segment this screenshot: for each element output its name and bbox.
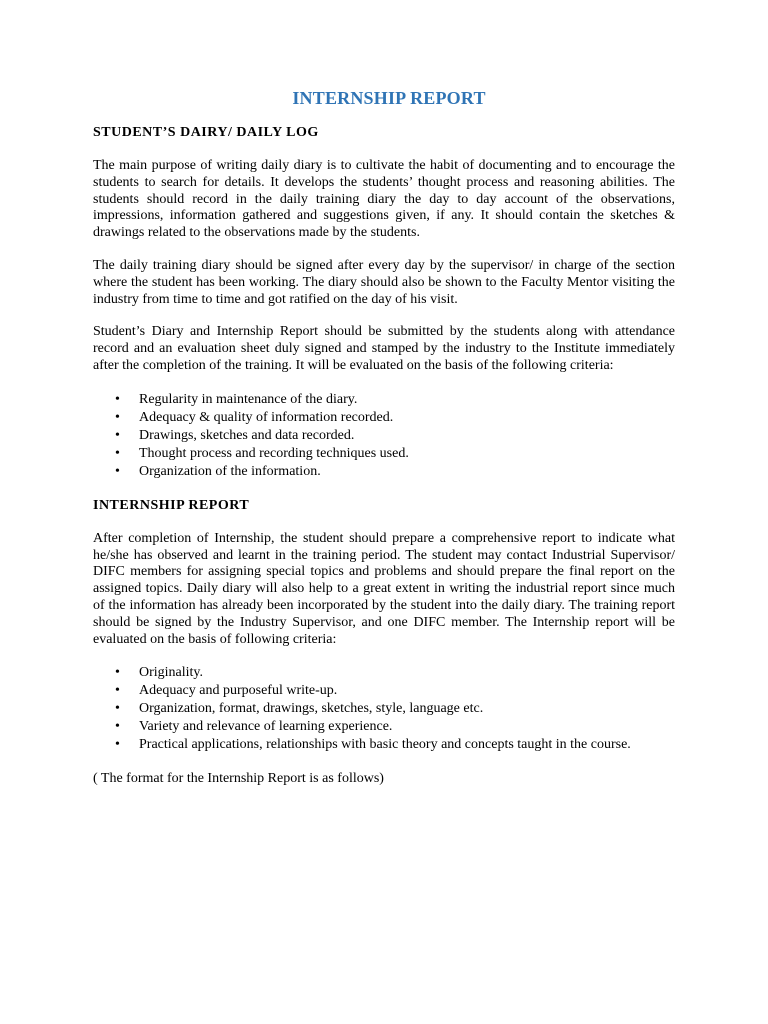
diary-criteria-list: [93, 391, 675, 481]
report-criteria-list: [93, 664, 675, 754]
bullet-icon: •: [115, 409, 120, 425]
list-item-text: Variety and relevance of learning experience.: [139, 719, 393, 735]
list-item: [93, 409, 675, 427]
paragraph-report-description: After completion of Internship, the student should prepare a comprehensive report to indicate what he/she has observed and learnt in the training period. The student may contact Industrial Supervisor/ DIFC members for assigning special topics and problems and should prepare the final report on the assigned topics. Daily diary will also help to a great extent in writing the industrial report since much of the information has already been incorporated by the student into the daily diary. The training report should be signed by the Industry Supervisor, and one DIFC member. The Internship report will be evaluated on the basis of following criteria:: [93, 530, 675, 647]
list-item: [93, 682, 675, 700]
bullet-icon: •: [115, 701, 120, 717]
section-internship-report: [93, 498, 675, 788]
list-item-text: Originality.: [139, 665, 204, 681]
paragraph-diary-submission: Student’s Diary and Internship Report should be submitted by the students along with attendance record and an evaluation sheet duly signed and stamped by the industry to the Institute immediately after the completion of the training. It will be evaluated on the basis of the following criteria:: [93, 324, 675, 373]
list-item: [93, 463, 675, 481]
list-item-text: Drawings, sketches and data recorded.: [139, 427, 355, 443]
section-heading-report: INTERNSHIP REPORT: [93, 497, 250, 513]
section-heading-diary: STUDENT’S DAIRY/ DAILY LOG: [93, 125, 319, 140]
list-item: [93, 700, 675, 718]
paragraph-diary-signing: The daily training diary should be signed after every day by the supervisor/ in charge of the section where the student has been working. The diary should also be shown to the Faculty Mentor visiting the industry from time to time and got ratified on the day of his visit.: [93, 257, 675, 307]
list-item: [93, 445, 675, 463]
bullet-icon: •: [115, 391, 120, 407]
list-item-text: Adequacy & quality of information recorded.: [139, 409, 394, 425]
bullet-icon: •: [115, 445, 120, 461]
list-item-text: Organization, format, drawings, sketches, style, language etc.: [139, 701, 484, 717]
bullet-icon: •: [115, 427, 120, 443]
closing-note: ( The format for the Internship Report is as follows): [93, 771, 384, 787]
bullet-icon: •: [115, 463, 120, 479]
paragraph-diary-purpose: The main purpose of writing daily diary is to cultivate the habit of documenting and to encourage the students to search for details. It develops the students’ thought process and reasoning abilities. The students should record in the daily training diary the day to day account of the observations, impressions, information gathered and suggestions given, if any. It should contain the sketches & drawings related to the observations made by the students.: [93, 158, 675, 241]
bullet-icon: •: [115, 737, 120, 753]
list-item-text: Regularity in maintenance of the diary.: [139, 391, 358, 407]
list-item-text: Adequacy and purposeful write-up.: [139, 683, 338, 699]
list-item: [93, 736, 675, 754]
list-item: [93, 664, 675, 682]
list-item-text: Thought process and recording techniques used.: [139, 445, 409, 461]
page-title: INTERNSHIP REPORT: [292, 88, 486, 108]
list-item-text: Practical applications, relationships with basic theory and concepts taught in the course.: [139, 737, 631, 753]
bullet-icon: •: [115, 719, 120, 735]
section-student-diary: [93, 125, 675, 481]
list-item-text: Organization of the information.: [139, 463, 321, 479]
document-content: [93, 88, 675, 804]
bullet-icon: •: [115, 665, 120, 681]
list-item: [93, 718, 675, 736]
list-item: [93, 427, 675, 445]
list-item: [93, 391, 675, 409]
bullet-icon: •: [115, 683, 120, 699]
